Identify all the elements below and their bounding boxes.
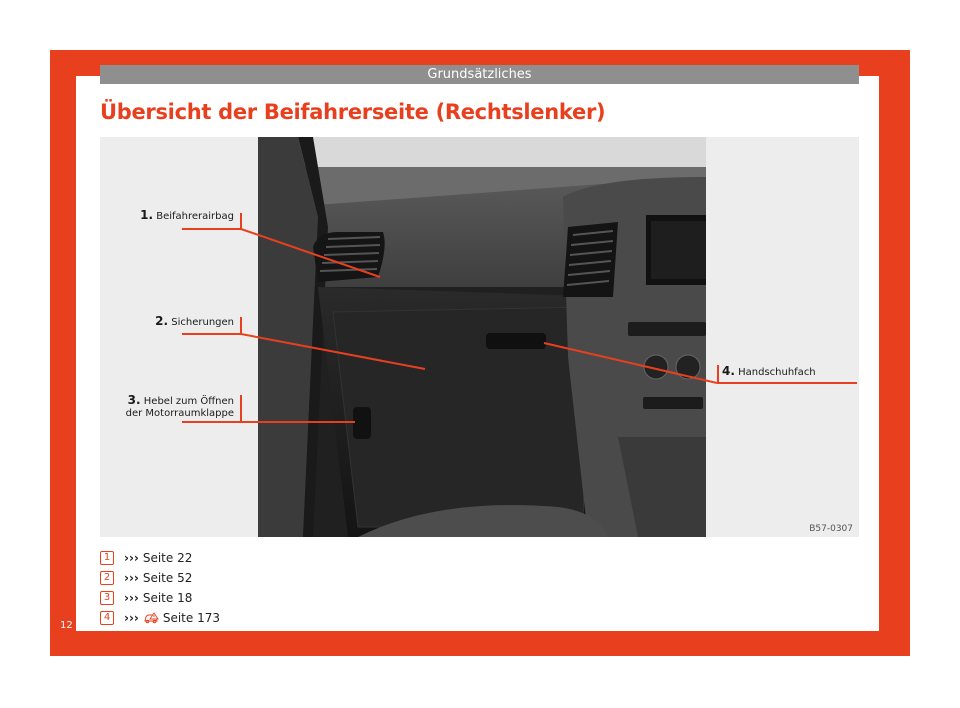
reference-item xyxy=(100,568,220,588)
reference-number: 3 xyxy=(100,591,114,605)
reference-item xyxy=(100,588,220,608)
reference-number: 2 xyxy=(100,571,114,585)
reference-item xyxy=(100,608,220,628)
callout-hood-release: 3. Hebel zum Öffnen der Motorraumklappe xyxy=(125,393,234,419)
page-title: Übersicht der Beifahrerseite (Rechtslenker) xyxy=(100,100,606,124)
callout-line-3-tick xyxy=(240,395,242,423)
reference-link[interactable]: Seite 22 xyxy=(142,551,193,565)
car-warning-icon xyxy=(143,612,159,624)
reference-number: 1 xyxy=(100,551,114,565)
callout-line-2-tick xyxy=(240,317,242,335)
reference-link[interactable]: Seite 18 xyxy=(142,591,193,605)
callout-line-4-tick xyxy=(717,365,719,384)
callout-hood-release-line2: der Motorraumklappe xyxy=(125,408,234,419)
callout-line-4 xyxy=(717,382,857,384)
reference-number: 4 xyxy=(100,611,114,625)
reference-link[interactable]: Seite 52 xyxy=(142,571,193,585)
dashboard-figure xyxy=(100,137,859,537)
section-header: Grundsätzliches xyxy=(100,65,859,84)
figure-code: B57-0307 xyxy=(809,524,853,534)
callout-fuses: 2. Sicherungen xyxy=(155,314,234,328)
callout-lines xyxy=(100,137,859,537)
reference-list xyxy=(100,548,220,628)
reference-arrows: ››› xyxy=(124,611,139,625)
callout-line-2 xyxy=(182,333,242,335)
callout-glovebox: 4. Handschuhfach xyxy=(722,364,816,378)
reference-item xyxy=(100,548,220,568)
reference-arrows: ››› xyxy=(124,591,139,605)
reference-link[interactable]: Seite 173 xyxy=(162,611,220,625)
callout-line-3 xyxy=(182,421,242,423)
page-number: 12 xyxy=(60,620,73,631)
reference-arrows: ››› xyxy=(124,551,139,565)
reference-arrows: ››› xyxy=(124,571,139,585)
callout-passenger-airbag: 1. Beifahrerairbag xyxy=(140,208,234,222)
